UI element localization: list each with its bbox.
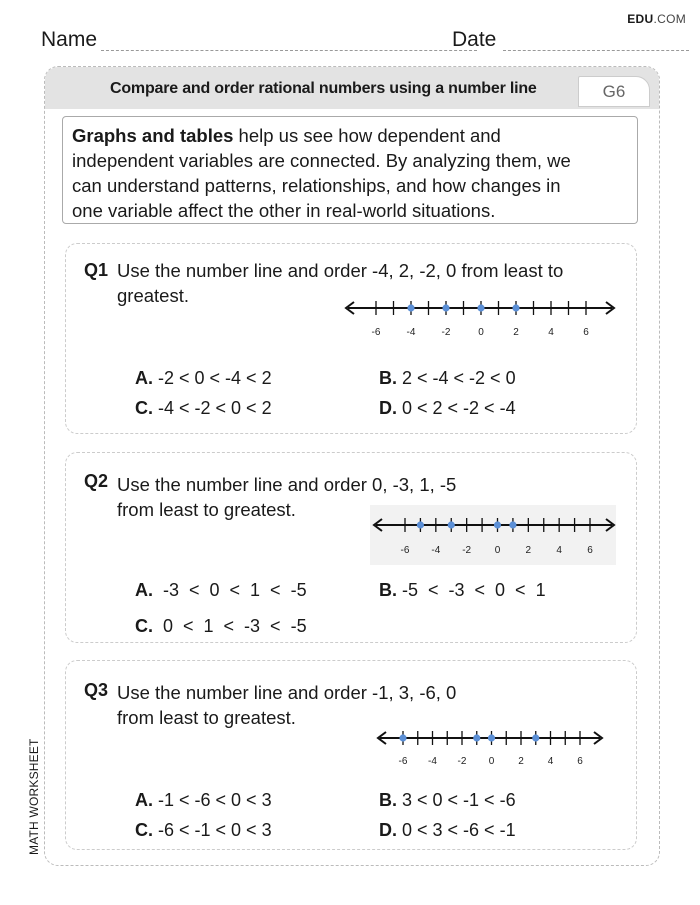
question-1-option-a[interactable]: A. -2 < 0 < -4 < 2 [135, 368, 272, 388]
question-1-label: Q1 [84, 260, 109, 280]
question-1-option-b[interactable]: B. 2 < -4 < -2 < 0 [379, 368, 516, 388]
intro-line-3: can understand patterns, relationships, and how changes in [72, 175, 561, 196]
tick-label: 2 [525, 545, 532, 556]
question-3-option-b[interactable]: B. 3 < 0 < -1 < -6 [379, 790, 516, 810]
side-label: MATH WORKSHEET [27, 738, 41, 855]
intro-line-4: one variable affect the other in real-world situations. [72, 200, 496, 221]
question-1-text-line-1: Use the number line and order -4, 2, -2, 0 from least to [117, 260, 564, 281]
name-label: Name [41, 28, 98, 51]
question-2-label: Q2 [84, 471, 109, 491]
tick-label: -4 [406, 327, 416, 338]
question-3-text-line-1: Use the number line and order -1, 3, -6, 0 [117, 682, 457, 703]
question-2-option-b[interactable]: B. -5 < -3 < 0 < 1 [379, 580, 546, 600]
question-3-option-a[interactable]: A. -1 < -6 < 0 < 3 [135, 790, 272, 810]
tick-label: -4 [428, 756, 437, 767]
question-3-label: Q3 [84, 680, 109, 700]
tick-label: -6 [398, 756, 408, 767]
tick-label: -2 [462, 545, 472, 556]
date-field-line[interactable] [503, 50, 689, 51]
tick-label: 4 [548, 327, 554, 338]
question-3-option-c[interactable]: C. -6 < -1 < 0 < 3 [135, 820, 272, 840]
plotted-point [509, 521, 516, 528]
question-1-text-line-2: greatest. [117, 285, 189, 306]
tick-label: 2 [518, 756, 524, 767]
question-3-text-line-2: from least to greatest. [117, 707, 296, 728]
plotted-point [442, 304, 449, 311]
tick-label: 6 [577, 756, 583, 767]
intro-bold: Graphs and tables [72, 125, 234, 146]
name-field-line[interactable] [101, 50, 477, 51]
question-2-text-line-2: from least to greatest. [117, 499, 296, 520]
intro-line-2: independent variables are connected. By analyzing them, we [72, 150, 571, 171]
intro-line-1: help us see how dependent and [233, 125, 501, 146]
plotted-point [407, 304, 414, 311]
question-1-option-d[interactable]: D. 0 < 2 < -2 < -4 [379, 398, 516, 418]
tick-label: 4 [556, 545, 562, 556]
tick-label: 4 [547, 756, 554, 767]
tick-label: -6 [400, 545, 410, 556]
plotted-point [488, 734, 495, 741]
tick-label: 0 [488, 756, 495, 767]
brand-logo: EDU.COM [627, 12, 686, 26]
grade-tab: G6 [578, 76, 650, 107]
question-1-option-c[interactable]: C. -4 < -2 < 0 < 2 [135, 398, 272, 418]
question-2-option-c[interactable]: C. 0 < 1 < -3 < -5 [135, 616, 307, 636]
tick-label: -2 [441, 327, 451, 338]
plotted-point [473, 734, 480, 741]
question-3-number-line [372, 718, 608, 770]
plotted-point [532, 734, 539, 741]
tick-label: 0 [494, 545, 501, 556]
question-1-number-line [340, 290, 620, 348]
tick-label: 0 [478, 327, 484, 338]
tick-label: -2 [457, 756, 467, 767]
tick-label: -4 [431, 545, 441, 556]
plotted-point [494, 521, 501, 528]
tick-label: 6 [587, 545, 593, 556]
tick-label: -6 [371, 327, 381, 338]
plotted-point [448, 521, 455, 528]
question-2-option-a[interactable]: A. -3 < 0 < 1 < -5 [135, 580, 307, 600]
question-2-number-line [370, 505, 616, 565]
plotted-point [417, 521, 424, 528]
question-2-text-line-1: Use the number line and order 0, -3, 1, -5 [117, 474, 457, 495]
plotted-point [512, 304, 519, 311]
tick-label: 2 [513, 327, 519, 338]
tick-label: 6 [583, 327, 589, 338]
question-3-option-d[interactable]: D. 0 < 3 < -6 < -1 [379, 820, 516, 840]
date-label: Date [452, 28, 497, 51]
plotted-point [399, 734, 406, 741]
worksheet-title: Compare and order rational numbers using a number line [110, 80, 537, 97]
intro-box [62, 116, 638, 224]
plotted-point [477, 304, 484, 311]
